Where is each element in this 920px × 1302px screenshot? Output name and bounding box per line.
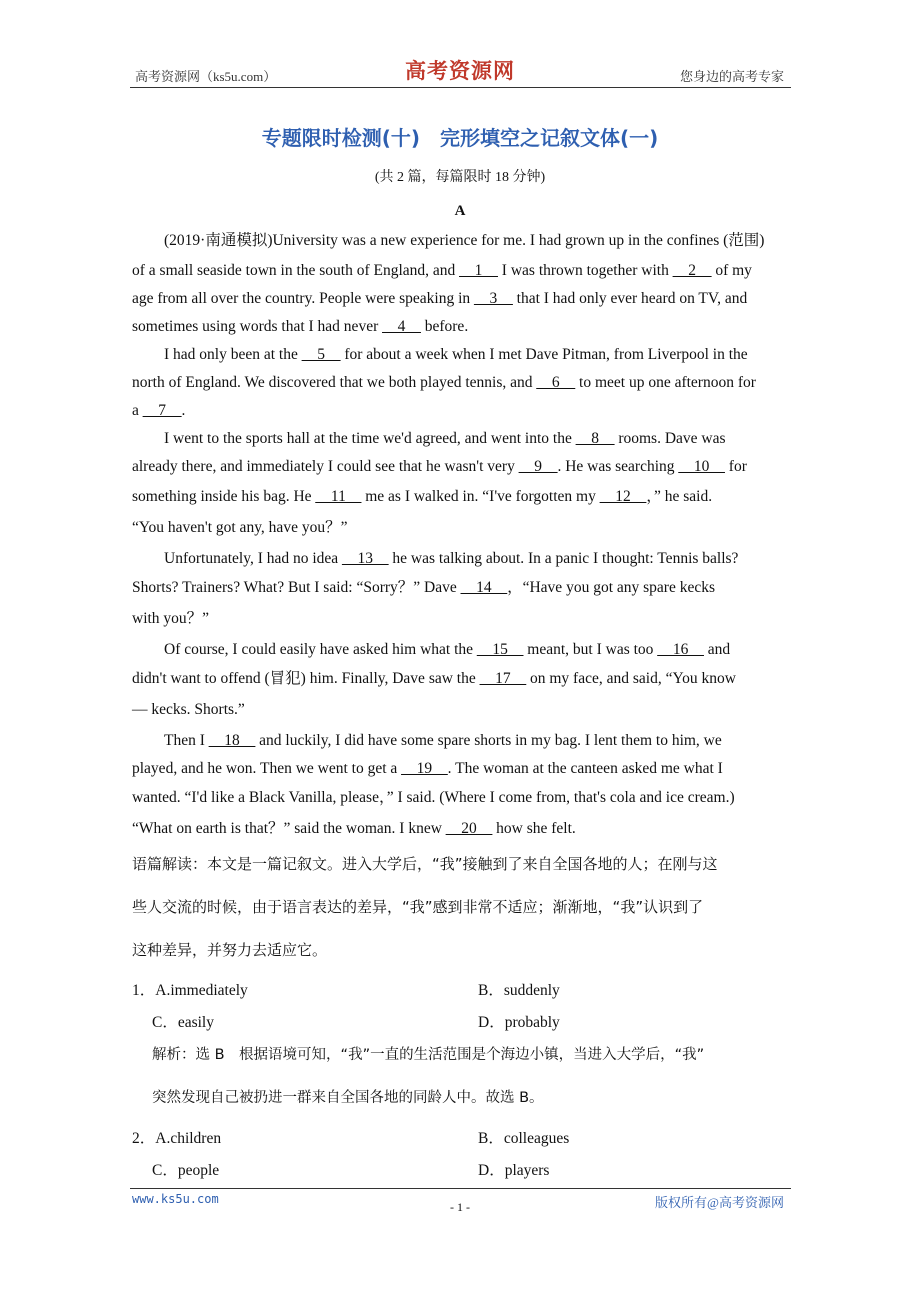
q2-option-b: B．colleagues (478, 1130, 570, 1147)
blank-13: __13__ (342, 550, 389, 567)
q2-option-d: D．players (478, 1162, 550, 1179)
passage-line: with you？” (132, 610, 210, 627)
header-logo: 高考资源网 (405, 59, 515, 83)
passage-line: I had only been at the __5__ for about a week when I met Dave Pitman, from Liverpool in the (164, 346, 748, 363)
footer-url[interactable]: www.ks5u.com (132, 1192, 219, 1206)
blank-7: __7__ (142, 402, 182, 419)
header-slogan: 您身边的高考专家 (679, 69, 784, 84)
blank-11: __11__ (315, 488, 362, 505)
header-divider (130, 87, 791, 88)
passage-line: Unfortunately, I had no idea __13__ he was talking about. In a panic I thought: Tennis balls? (164, 550, 739, 567)
section-label: A (454, 203, 466, 219)
passage-line: north of England. We discovered that we both played tennis, and __6__ to meet up one afternoon for (132, 374, 756, 391)
footer-divider (130, 1188, 791, 1189)
blank-10: __10__ (678, 458, 725, 475)
blank-4: __4__ (382, 318, 421, 335)
passage-line: a __7__. (132, 402, 186, 419)
q1-option-b: B．suddenly (478, 982, 560, 999)
q2-option-a: 2．A.children (132, 1130, 222, 1147)
blank-15: __15__ (476, 641, 524, 658)
q2-option-c: C．people (152, 1162, 220, 1179)
passage-line: “You haven't got any, have you？” (132, 519, 348, 536)
blank-5: __5__ (301, 346, 341, 363)
blank-14: __14__ (460, 579, 508, 596)
q1-explanation: 突然发现自己被扔进一群来自全国各地的同龄人中。故选 B。 (152, 1090, 544, 1106)
blank-2: __2__ (672, 262, 712, 279)
passage-line: something inside his bag. He __11__ me as I walked in. “I've forgotten my __12__，” he said. (132, 488, 713, 505)
passage-line: of a small seaside town in the south of England, and __1__ I was thrown together with __2__ of my (132, 262, 752, 279)
passage-line: “What on earth is that？” said the woman. I knew __20__ how she felt. (132, 820, 576, 837)
q1-option-d: D．probably (478, 1014, 560, 1031)
q1-explanation: 解析：选 B 根据语境可知，“我”一直的生活范围是个海边小镇，当进入大学后，“我” (152, 1047, 705, 1063)
blank-16: __16__ (657, 641, 704, 658)
blank-19: __19__ (401, 760, 448, 777)
page-subtitle: (共 2 篇，每篇限时 18 分钟) (374, 170, 546, 185)
passage-line: age from all over the country. People were speaking in __3__ that I had only ever heard on TV, and (132, 290, 748, 307)
blank-17: __17__ (479, 670, 527, 687)
blank-20: __20__ (445, 820, 493, 837)
passage-line: played, and he won. Then we went to get a __19__. The woman at the canteen asked me what I (132, 760, 723, 777)
q1-option-c: C．easily (152, 1014, 214, 1031)
passage-line: Of course, I could easily have asked him what the __15__ meant, but I was too __16__ and (164, 641, 731, 658)
analysis-line: 这种差异，并努力去适应它。 (132, 941, 328, 959)
passage-line: wanted. “I'd like a Black Vanilla, please，” I said. (Where I come from, that's cola and ice cream.) (132, 789, 735, 806)
passage-line: sometimes using words that I had never __4__ before. (132, 318, 469, 335)
passage-line: Shorts? Trainers? What? But I said: “Sorry？” Dave __14__，“Have you got any spare kecks (132, 579, 715, 596)
header-site-name: 高考资源网（ks5u.com） (135, 69, 277, 84)
passage-line: (2019·南通模拟)University was a new experience for me. I had grown up in the confines (范围) (164, 232, 765, 249)
blank-12: __12__ (599, 488, 647, 505)
analysis-line: 语篇解读：本文是一篇记叙文。进入大学后，“我”接触到了来自全国各地的人；在刚与这 (132, 855, 718, 873)
blank-3: __3__ (474, 290, 513, 307)
blank-8: __8__ (575, 430, 615, 447)
page-number: - 1 - (450, 1200, 470, 1214)
q1-option-a: 1．A.immediately (132, 982, 248, 999)
blank-6: __6__ (536, 374, 576, 391)
footer-copyright: 版权所有@高考资源网 (655, 1195, 784, 1210)
passage-line: already there, and immediately I could see that he wasn't very __9__. He was searching __10__ for (132, 458, 747, 475)
analysis-line: 些人交流的时候，由于语言表达的差异，“我”感到非常不适应；渐渐地，“我”认识到了 (132, 898, 704, 916)
passage-line: — kecks. Shorts.” (132, 701, 245, 718)
passage-line: I went to the sports hall at the time we'd agreed, and went into the __8__ rooms. Dave was (164, 430, 726, 447)
page-title: 专题限时检测(十) 完形填空之记叙文体(一) (261, 126, 659, 150)
blank-18: __18__ (208, 732, 256, 749)
passage-line: didn't want to offend (冒犯) him. Finally, Dave saw the __17__ on my face, and said, “You know (132, 670, 736, 687)
blank-9: __9__ (518, 458, 558, 475)
passage-line: Then I __18__ and luckily, I did have some spare shorts in my bag. I lent them to him, we (164, 732, 722, 749)
blank-1: __1__ (459, 262, 498, 279)
